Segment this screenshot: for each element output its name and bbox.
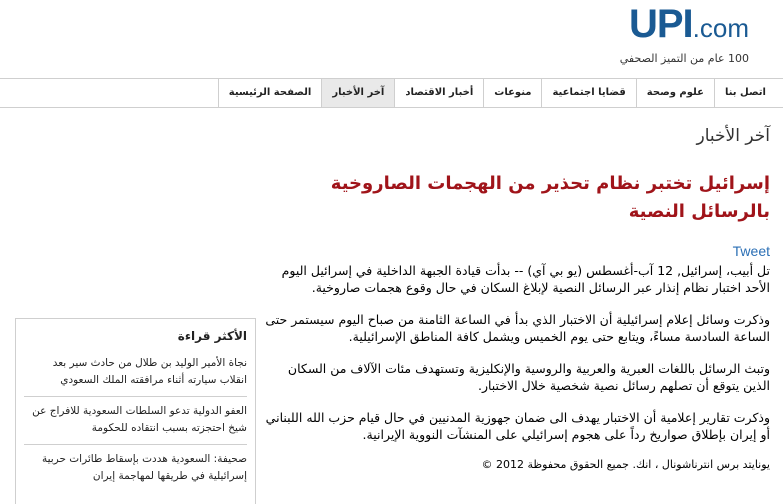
upi-logo[interactable]	[589, 4, 749, 68]
nav-item-misc[interactable]: منوعات	[483, 79, 541, 107]
article-paragraph: وذكرت تقارير إعلامية أن الاختبار يهدف الى ضمان جهوزية المدنيين في حال قيام حزب الله اللبناني أو إيران بإطلاق صواريخ رداً على هجوم إسرائيلي على المنشآت النووية الإيرانية.	[265, 410, 770, 442]
logo-tagline: 100 عام من التميز الصحفي	[619, 52, 749, 65]
section-title: آخر الأخبار	[696, 126, 770, 146]
article-paragraph: وذكرت وسائل إعلام إسرائيلية أن الاختبار الذي بدأ في الساعة الثامنة من صباح اليوم سيستمر حتى الساعة السادسة مساءً، ويتابع حتى يوم الخميس ويشمل كافة المناطق الإسرائيلية.	[265, 312, 770, 344]
most-read-item[interactable]: صحيفة: السعودية هددت بإسقاط طائرات حربية إسرائيلية في طريقها لمهاجمة إيران	[41, 453, 247, 482]
nav-item-contact[interactable]: اتصل بنا	[714, 79, 776, 107]
nav-item-social[interactable]: قضايا اجتماعية	[541, 79, 635, 107]
article-headline: إسرائيل تختبر نظام تحذير من الهجمات الصاروخية بالرسائل النصية	[330, 173, 770, 222]
most-read-title: الأكثر قراءة	[177, 329, 247, 343]
article-body	[258, 262, 770, 488]
most-read-box	[15, 318, 256, 504]
nav-item-economy[interactable]: أخبار الاقتصاد	[394, 79, 483, 107]
nav-item-home[interactable]: الصفحة الرئيسية	[218, 79, 322, 107]
logo-domain: .com	[692, 13, 749, 43]
nav-item-latest-news[interactable]: آخر الأخبار	[321, 79, 394, 107]
logo-brand: UPI	[628, 2, 693, 46]
nav-items	[218, 79, 776, 107]
main-nav	[0, 78, 783, 108]
logo-wordmark	[589, 4, 749, 48]
nav-item-science-health[interactable]: علوم وصحة	[636, 79, 714, 107]
article-paragraph: تل أبيب، إسرائيل, 12 آب-أغسطس (يو بي آي) -- بدأت قيادة الجبهة الداخلية في إسرائيل اليوم الأحد اختبار نظام إنذار عبر الرسائل النصية لإبلاغ السكان في حال وقوع هجمات صاروخية.	[281, 263, 770, 295]
copyright-notice: يونايتد برس انترناشونال ، انك. جميع الحقوق محفوظة 2012 ©	[481, 458, 770, 471]
header	[0, 0, 783, 78]
article-paragraph: وتبث الرسائل باللغات العبرية والعربية والروسية والإنكليزية وتستهدف مئات الآلاف من السكان الذين يتوقع أن تصلهم رسائل نصية شخصية خلال الاختبار.	[287, 361, 770, 393]
most-read-item[interactable]: العفو الدولية تدعو السلطات السعودية للافراج عن شيخ احتجزته بسبب انتقاده للحكومة	[24, 397, 247, 445]
most-read-item[interactable]: نجاة الأمير الوليد بن طلال من حادث سير بعد انقلاب سيارته أثناء مرافقته الملك السعودي	[24, 349, 247, 397]
tweet-button[interactable]: Tweet	[732, 243, 770, 259]
